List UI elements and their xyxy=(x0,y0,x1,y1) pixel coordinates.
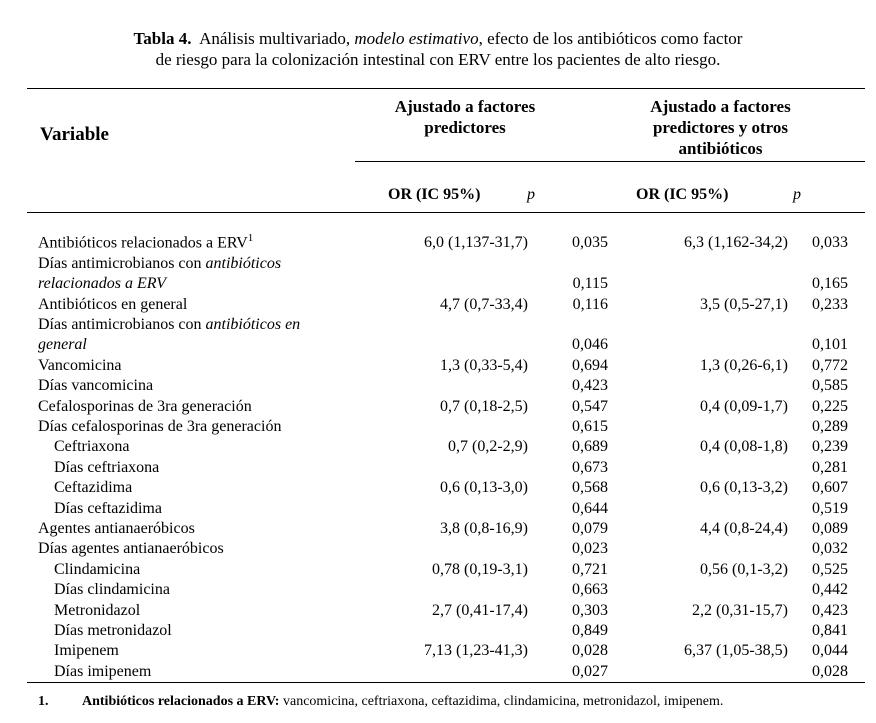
p-cell-adjusted-antibiotics: 0,028 xyxy=(812,662,848,680)
p-cell-adjusted-antibiotics: 0,033 xyxy=(812,234,848,252)
p-cell-adjusted-antibiotics: 0,525 xyxy=(812,560,848,578)
table-row xyxy=(38,560,848,580)
table-row xyxy=(38,621,848,641)
header-rule xyxy=(27,212,865,213)
p-cell-adjusted: 0,663 xyxy=(572,581,608,599)
or-cell-adjusted-antibiotics xyxy=(608,499,788,519)
or-cell-adjusted-antibiotics: 0,4 (0,09-1,7) xyxy=(700,397,788,415)
variable-label: Días ceftriaxona xyxy=(54,458,160,476)
variable-label: Días metronidazol xyxy=(54,622,172,640)
variable-cell xyxy=(38,397,368,417)
p-cell-adjusted: 0,849 xyxy=(572,622,608,640)
or-cell-adjusted: 2,7 (0,41-17,4) xyxy=(432,601,528,619)
table-row xyxy=(38,295,848,315)
table-row xyxy=(38,315,848,335)
p-cell-adjusted-antibiotics: 0,089 xyxy=(812,520,848,538)
table-row xyxy=(38,376,848,396)
variable-label-italic: relacionados a ERV xyxy=(38,275,166,293)
variable-cell xyxy=(38,437,368,457)
p-cell-adjusted: 0,027 xyxy=(572,662,608,680)
p-cell-adjusted: 0,721 xyxy=(572,560,608,578)
caption-text-a: Análisis multivariado, xyxy=(199,29,355,48)
p-cell-adjusted: 0,116 xyxy=(572,295,608,313)
or-cell-adjusted-antibiotics xyxy=(608,335,788,355)
variable-label: Clindamicina xyxy=(54,560,141,578)
p-cell-adjusted-antibiotics: 0,423 xyxy=(812,601,848,619)
footnote xyxy=(38,694,723,710)
variable-cell xyxy=(38,376,368,396)
caption-line-2: de riesgo para la colonización intestinal con ERV entre los pacientes de alto riesgo. xyxy=(155,50,721,69)
p-cell-adjusted: 0,115 xyxy=(572,275,608,293)
p-cell-adjusted-antibiotics: 0,281 xyxy=(812,458,848,476)
p-cell-adjusted-antibiotics: 0,044 xyxy=(812,642,848,660)
p-cell-adjusted: 0,028 xyxy=(572,642,608,660)
variable-label: Días vancomicina xyxy=(38,377,154,395)
variable-label: Días cefalosporinas de 3ra generación xyxy=(38,417,282,435)
variable-label: Vancomicina xyxy=(38,356,122,374)
p-cell-adjusted: 0,673 xyxy=(572,458,608,476)
variable-cell xyxy=(38,560,368,580)
variable-header: Variable xyxy=(40,124,109,145)
p-cell-adjusted: 0,547 xyxy=(572,397,608,415)
or-cell-adjusted xyxy=(368,662,528,682)
table-row xyxy=(38,356,848,376)
table-row xyxy=(38,397,848,417)
variable-label-italic: antibióticos en xyxy=(205,315,301,333)
p-cell-adjusted: 0,423 xyxy=(572,377,608,395)
variable-label: Ceftriaxona xyxy=(54,438,130,456)
or-cell-adjusted-antibiotics: 0,56 (0,1-3,2) xyxy=(700,560,788,578)
footnote-text: vancomicina, ceftriaxona, ceftazidima, clindamicina, metronidazol, imipenem. xyxy=(279,694,724,709)
variable-label-italic: general xyxy=(38,336,87,354)
caption-line-1 xyxy=(0,28,876,49)
or-cell-adjusted-antibiotics xyxy=(608,621,788,641)
table-row xyxy=(38,539,848,559)
table-row xyxy=(38,335,848,355)
variable-cell xyxy=(38,295,368,315)
variable-label: Cefalosporinas de 3ra generación xyxy=(38,397,252,415)
p-cell-adjusted-antibiotics: 0,289 xyxy=(812,417,848,435)
col-header-or-2: OR (IC 95%) xyxy=(636,186,729,203)
or-cell-adjusted: 6,0 (1,137-31,7) xyxy=(424,234,528,252)
table-row xyxy=(38,478,848,498)
or-cell-adjusted-antibiotics: 4,4 (0,8-24,4) xyxy=(700,520,788,538)
variable-cell xyxy=(38,621,368,641)
p-cell-adjusted-antibiotics: 0,225 xyxy=(812,397,848,415)
p-cell-adjusted: 0,689 xyxy=(572,438,608,456)
p-cell-adjusted-antibiotics: 0,772 xyxy=(812,356,848,374)
results-table xyxy=(38,228,848,682)
p-cell-adjusted: 0,023 xyxy=(572,540,608,558)
or-cell-adjusted xyxy=(368,315,528,335)
group-header-predictors-antibiotics: Ajustado a factores predictores y otros antibióticos xyxy=(650,97,791,158)
or-cell-adjusted: 0,6 (0,13-3,0) xyxy=(440,479,528,497)
variable-label: Días antimicrobianos con xyxy=(38,315,206,333)
table-row xyxy=(38,458,848,478)
or-cell-adjusted: 0,7 (0,2-2,9) xyxy=(448,438,528,456)
p-cell-adjusted-antibiotics: 0,585 xyxy=(812,377,848,395)
variable-cell xyxy=(38,539,368,559)
p-cell-adjusted-antibiotics: 0,442 xyxy=(812,581,848,599)
or-cell-adjusted-antibiotics xyxy=(608,417,788,437)
variable-cell xyxy=(38,417,368,437)
p-cell-adjusted: 0,303 xyxy=(572,601,608,619)
col-header-p-1: p xyxy=(527,186,535,203)
variable-cell xyxy=(38,662,368,682)
or-cell-adjusted: 3,8 (0,8-16,9) xyxy=(440,520,528,538)
or-cell-adjusted-antibiotics xyxy=(608,662,788,682)
or-cell-adjusted xyxy=(368,458,528,478)
variable-cell xyxy=(38,228,368,254)
variable-cell xyxy=(38,519,368,539)
table-row xyxy=(38,254,848,274)
variable-label: Días antimicrobianos con xyxy=(38,254,206,272)
or-cell-adjusted xyxy=(368,580,528,600)
variable-cell xyxy=(38,641,368,661)
or-cell-adjusted xyxy=(368,254,528,274)
or-cell-adjusted: 0,78 (0,19-3,1) xyxy=(432,560,528,578)
caption-text-italic: modelo estimativo xyxy=(354,29,479,48)
p-cell-adjusted-antibiotics: 0,841 xyxy=(812,622,848,640)
or-cell-adjusted: 0,7 (0,18-2,5) xyxy=(440,397,528,415)
variable-label: Imipenem xyxy=(54,642,119,660)
p-cell-adjusted-antibiotics: 0,101 xyxy=(812,336,848,354)
or-cell-adjusted-antibiotics: 0,4 (0,08-1,8) xyxy=(700,438,788,456)
p-cell-adjusted: 0,568 xyxy=(572,479,608,497)
or-cell-adjusted-antibiotics: 6,37 (1,05-38,5) xyxy=(684,642,788,660)
or-cell-adjusted-antibiotics xyxy=(608,580,788,600)
p-cell-adjusted: 0,046 xyxy=(572,336,608,354)
p-cell-adjusted-antibiotics: 0,032 xyxy=(812,540,848,558)
col-header-or-1: OR (IC 95%) xyxy=(388,186,481,203)
col-header-p-2: p xyxy=(793,186,801,203)
table-row xyxy=(38,228,848,254)
p-cell-adjusted xyxy=(528,315,608,335)
or-cell-adjusted-antibiotics xyxy=(608,458,788,478)
footnote-term: Antibióticos relacionados a ERV: xyxy=(82,694,280,709)
or-cell-adjusted: 1,3 (0,33-5,4) xyxy=(440,356,528,374)
variable-label: Antibióticos en general xyxy=(38,295,188,313)
bottom-rule xyxy=(27,682,865,683)
variable-cell xyxy=(38,315,368,335)
variable-cell xyxy=(38,458,368,478)
or-cell-adjusted xyxy=(368,335,528,355)
table-row xyxy=(38,601,848,621)
or-cell-adjusted xyxy=(368,539,528,559)
variable-label: Metronidazol xyxy=(54,601,141,619)
or-cell-adjusted xyxy=(368,417,528,437)
variable-label-italic: antibióticos xyxy=(205,254,282,272)
p-cell-adjusted: 0,035 xyxy=(572,234,608,252)
group-rule xyxy=(355,161,865,162)
top-rule xyxy=(27,88,865,89)
or-cell-adjusted xyxy=(368,376,528,396)
or-cell-adjusted-antibiotics xyxy=(608,539,788,559)
variable-label: Antibióticos relacionados a ERV xyxy=(38,234,248,252)
or-cell-adjusted-antibiotics xyxy=(608,274,788,294)
table-row xyxy=(38,641,848,661)
variable-cell xyxy=(38,601,368,621)
or-cell-adjusted-antibiotics: 2,2 (0,31-15,7) xyxy=(692,601,788,619)
variable-cell xyxy=(38,254,368,274)
variable-cell xyxy=(38,274,368,294)
or-cell-adjusted-antibiotics: 3,5 (0,5-27,1) xyxy=(700,295,788,313)
variable-label: Días agentes antianaeróbicos xyxy=(38,540,224,558)
p-cell-adjusted: 0,644 xyxy=(572,499,608,517)
or-cell-adjusted xyxy=(368,274,528,294)
p-cell-adjusted-antibiotics xyxy=(788,315,848,335)
or-cell-adjusted-antibiotics xyxy=(608,254,788,274)
or-cell-adjusted xyxy=(368,499,528,519)
variable-label: Ceftazidima xyxy=(54,479,133,497)
or-cell-adjusted xyxy=(368,621,528,641)
table-caption xyxy=(0,28,876,70)
p-cell-adjusted-antibiotics: 0,519 xyxy=(812,499,848,517)
or-cell-adjusted: 7,13 (1,23-41,3) xyxy=(424,642,528,660)
variable-label: Días ceftazidima xyxy=(54,499,162,517)
or-cell-adjusted-antibiotics xyxy=(608,315,788,335)
or-cell-adjusted-antibiotics: 1,3 (0,26-6,1) xyxy=(700,356,788,374)
p-cell-adjusted: 0,079 xyxy=(572,520,608,538)
variable-label: Días imipenem xyxy=(54,662,152,680)
p-cell-adjusted-antibiotics: 0,233 xyxy=(812,295,848,313)
table-row xyxy=(38,274,848,294)
table-row xyxy=(38,417,848,437)
variable-label: Agentes antianaeróbicos xyxy=(38,520,195,538)
or-cell-adjusted-antibiotics: 6,3 (1,162-34,2) xyxy=(684,234,788,252)
variable-label: Días clindamicina xyxy=(54,581,170,599)
p-cell-adjusted: 0,694 xyxy=(572,356,608,374)
or-cell-adjusted-antibiotics: 0,6 (0,13-3,2) xyxy=(700,479,788,497)
table-row xyxy=(38,662,848,682)
footnote-number: 1. xyxy=(38,694,49,709)
p-cell-adjusted: 0,615 xyxy=(572,417,608,435)
group-header-predictors: Ajustado a factores predictores xyxy=(394,97,536,137)
p-cell-adjusted-antibiotics: 0,607 xyxy=(812,479,848,497)
table-row xyxy=(38,499,848,519)
or-cell-adjusted-antibiotics xyxy=(608,376,788,396)
p-cell-adjusted-antibiotics xyxy=(788,254,848,274)
p-cell-adjusted-antibiotics: 0,165 xyxy=(812,275,848,293)
variable-cell xyxy=(38,478,368,498)
variable-cell xyxy=(38,335,368,355)
table-row xyxy=(38,437,848,457)
footnote-marker: 1 xyxy=(247,232,254,244)
variable-cell xyxy=(38,499,368,519)
table-row xyxy=(38,519,848,539)
table-row xyxy=(38,580,848,600)
or-cell-adjusted: 4,7 (0,7-33,4) xyxy=(440,295,528,313)
p-cell-adjusted xyxy=(528,254,608,274)
variable-cell xyxy=(38,356,368,376)
p-cell-adjusted-antibiotics: 0,239 xyxy=(812,438,848,456)
caption-label: Tabla 4. xyxy=(133,29,192,48)
caption-text-b: , efecto de los antibióticos como factor xyxy=(478,29,743,48)
variable-cell xyxy=(38,580,368,600)
